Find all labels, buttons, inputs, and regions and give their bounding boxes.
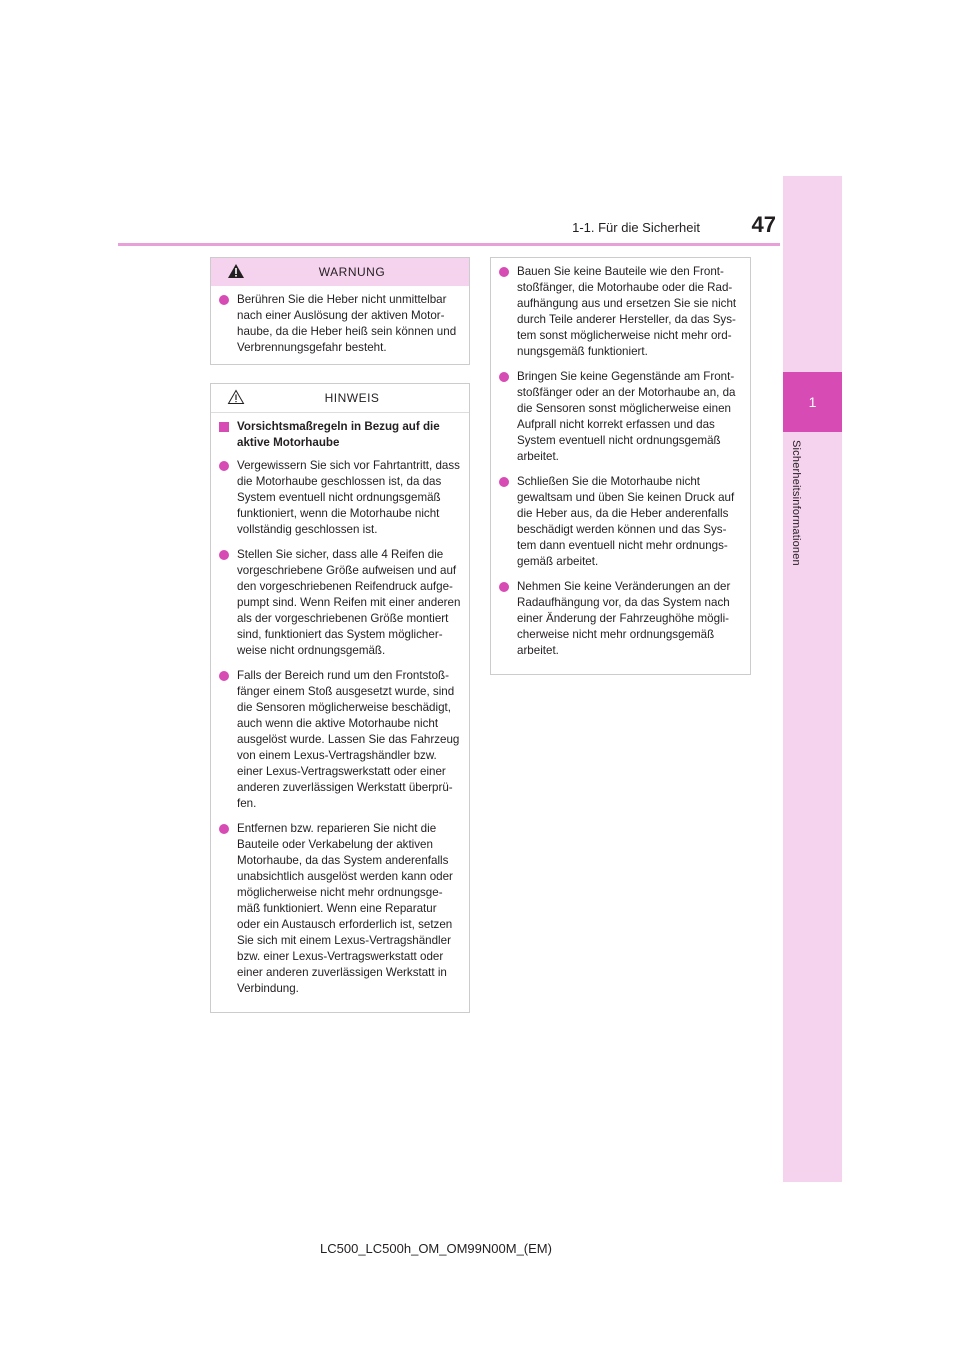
notice-box [210,383,470,1013]
notice-item: Entfernen bzw. reparieren Sie nicht die Bauteile oder Verkabelung der aktiven Motorhaube, da das System anderenfalls unabsichtlich ausgelöst werden kann oder möglicherweise nicht mehr ordnungsge-mäß funktioniert. Wenn eine Reparatur oder ein Austausch erforderlich ist, setzen Sie sich mit einem Lexus-Vertragshändler bzw. einer Lexus-Vertragswerkstatt oder einer anderen zuverlässigen Werkstatt in Verbindung. [219,821,461,997]
bullet-icon [219,824,229,834]
notice-item: Bringen Sie keine Gegenstände am Front-stoßfänger oder an der Motorhaube an, da die Sensoren sonst möglicherweise einen Aufprall nicht korrekt erfassen und das System eventuell nicht ordnungsgemäß arbeitet. [499,369,742,465]
warning-triangle-icon [227,263,245,279]
bullet-icon [499,582,509,592]
notice-item: Stellen Sie sicher, dass alle 4 Reifen die vorgeschriebene Größe aufweisen und auf den vorgeschriebenen Reifendruck aufge-pumpt sind. Wenn Reifen mit einer anderen als der vorgeschriebenen Größe montiert sind, funktioniert das System möglicher-weise nicht ordnungsgemäß. [219,547,461,659]
chapter-side-tab [783,176,842,1182]
warning-title: WARNUNG [318,265,386,279]
bullet-icon [219,461,229,471]
notice-heading: Vorsichtsmaßregeln in Bezug auf die aktive Motorhaube [219,419,461,451]
section-title: 1-1. Für die Sicherheit [572,220,700,235]
caution-outline-icon [227,389,245,405]
notice-item: Schließen Sie die Motorhaube nicht gewaltsam und üben Sie keinen Druck auf die Heber aus, da die Heber anderenfalls beschädigt werden können und das Sys-tem dann eventuell nicht mehr ordnungs-gemäß arbeitet. [499,474,742,570]
bullet-icon [499,372,509,382]
bullet-icon [219,295,229,305]
bullet-icon [219,671,229,681]
warning-header [211,258,469,286]
notice-title: HINWEIS [324,391,380,405]
warning-box [210,257,470,365]
notice-continued-box [490,257,751,675]
notice-item: Falls der Bereich rund um den Frontstoß-fänger einem Stoß ausgesetzt wurde, sind die Sensoren möglicherweise beschädigt, auch wenn die aktive Motorhaube nicht ausgelöst wurde. Lassen Sie das Fahrzeug von einem Lexus-Vertragshändler bzw. einer Lexus-Vertragswerkstatt oder einer anderen zuverlässigen Werkstatt überprü-fen. [219,668,461,812]
header-rule [118,243,780,246]
warning-item: Berühren Sie die Heber nicht unmittelbar nach einer Auslösung der aktiven Motor-haube, da die Heber heiß sein können und Verbrennungsgefahr besteht. [219,292,461,356]
chapter-number-badge: 1 [783,372,842,432]
notice-item: Nehmen Sie keine Veränderungen an der Radaufhängung vor, da das System nach einer Änderung der Fahrzeughöhe mögli-cherweise nicht mehr ordnungsgemäß arbeitet. [499,579,742,659]
square-bullet-icon [219,422,229,432]
chapter-label: Sicherheitsinformationen [790,440,802,566]
notice-item: Bauen Sie keine Bauteile wie den Front-stoßfänger, die Motorhaube oder die Rad-aufhängung aus und ersetzen Sie sie nicht durch Teile anderer Hersteller, da das Sys-tem sonst möglicherweise nicht mehr ord-nungsgemäß funktioniert. [499,264,742,360]
bullet-icon [499,477,509,487]
document-code-footer: LC500_LC500h_OM_OM99N00M_(EM) [320,1241,552,1256]
notice-item: Vergewissern Sie sich vor Fahrtantritt, dass die Motorhaube geschlossen ist, da das System eventuell nicht ordnungsgemäß funktioniert, wenn die Motorhaube nicht vollständig geschlossen ist. [219,458,461,538]
bullet-icon [219,550,229,560]
notice-header [211,384,469,413]
page-number: 47 [751,212,776,237]
bullet-icon [499,267,509,277]
